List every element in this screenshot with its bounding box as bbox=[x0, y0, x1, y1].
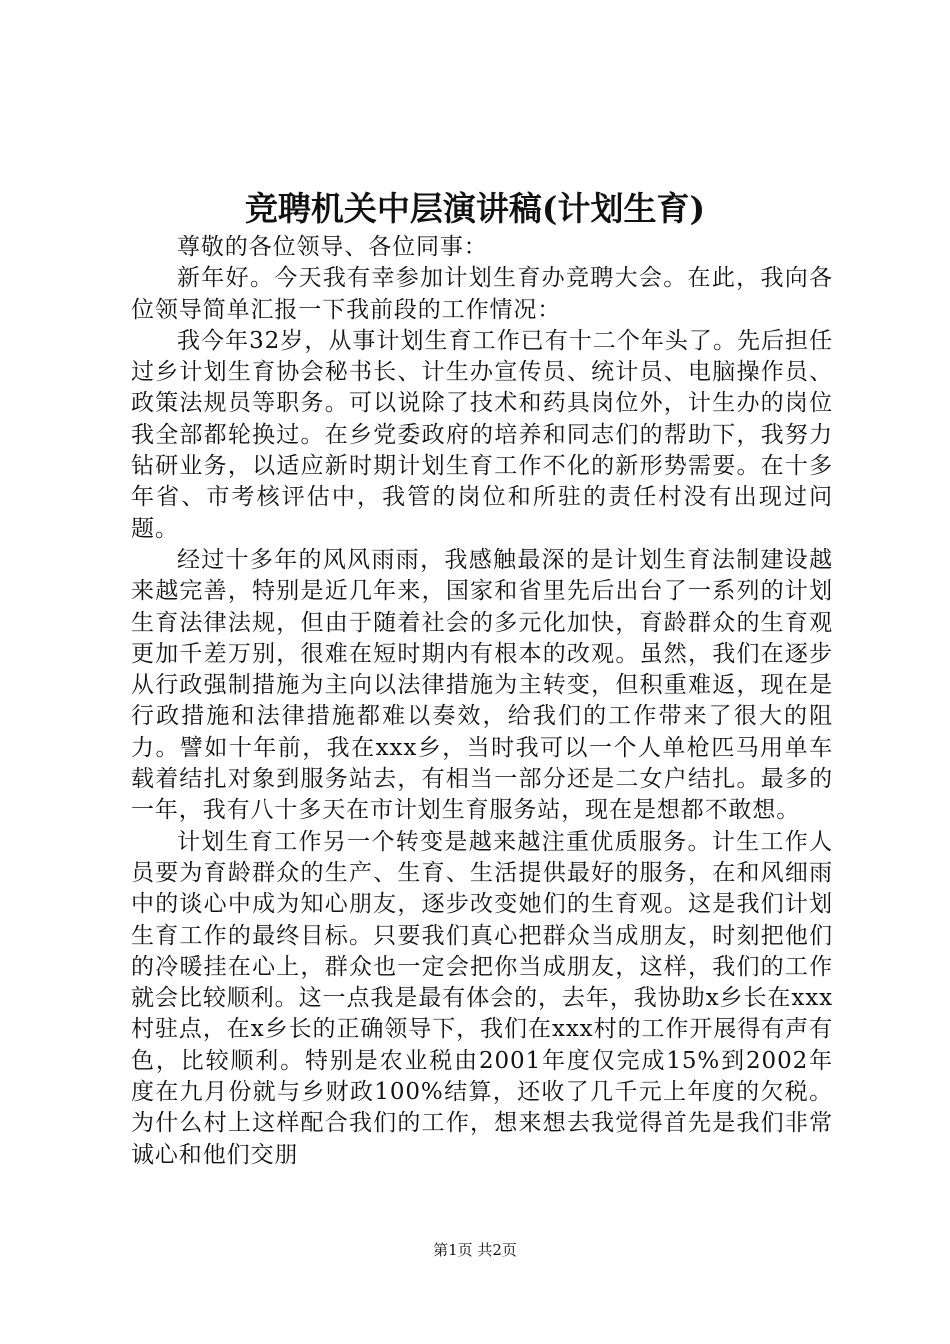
salutation-paragraph: 尊敬的各位领导、各位同事： bbox=[177, 234, 488, 260]
body-paragraph: 计划生育工作另一个转变是越来越注重优质服务。计生工作人员要为育龄群众的生产、生育、生活提供最好的服务，在和风细雨中的谈心中成为知心朋友，逐步改变她们的生育观。这是我们计划生育工作的最终目标。只要我们真心把群众当成朋友，时刻把他们的冷暖挂在心上，群众也一定会把你当成朋友，这样，我们的工作就会比较顺利。这一点我是最有体会的，去年，我协助x乡长在xxx村驻点，在x乡长的正确领导下，我们在xxx村的工作开展得有声有色，比较顺利。特别是农业税由2001年度仅完成15%到2002年度在九月份就与乡财政100%结算，还收了几千元上年度的欠税。为什么村上这样配合我们的工作，想来想去我觉得首先是我们非常诚心和他们交朋 bbox=[131, 828, 833, 1168]
page-number-footer: 第1页 共2页 bbox=[433, 1241, 517, 1259]
document-body bbox=[131, 232, 833, 1171]
document-title: 竞聘机关中层演讲稿(计划生育) bbox=[244, 189, 706, 228]
body-paragraph: 新年好。今天我有幸参加计划生育办竞聘大会。在此，我向各位领导简单汇报一下我前段的工作情况： bbox=[131, 265, 833, 323]
body-paragraph: 我今年32岁，从事计划生育工作已有十二个年头了。先后担任过乡计划生育协会秘书长、计生办宣传员、统计员、电脑操作员、政策法规员等职务。可以说除了技术和药具岗位外，计生办的岗位我全部都轮换过。在乡党委政府的培养和同志们的帮助下，我努力钻研业务，以适应新时期计划生育工作不化的新形势需要。在十多年省、市考核评估中，我管的岗位和所驻的责任村没有出现过问题。 bbox=[131, 327, 833, 542]
body-paragraph: 经过十多年的风风雨雨，我感触最深的是计划生育法制建设越来越完善，特别是近几年来，国家和省里先后出台了一系列的计划生育法律法规，但由于随着社会的多元化加快，育龄群众的生育观更加千差万别，很难在短时期内有根本的改观。虽然，我们在逐步从行政强制措施为主向以法律措施为主转变，但积重难返，现在是行政措施和法律措施都难以奏效，给我们的工作带来了很大的阻力。譬如十年前，我在xxx乡，当时我可以一个人单枪匹马用单车载着结扎对象到服务站去，有相当一部分还是二女户结扎。最多的一年，我有八十多天在市计划生育服务站，现在是想都不敢想。 bbox=[131, 546, 833, 824]
